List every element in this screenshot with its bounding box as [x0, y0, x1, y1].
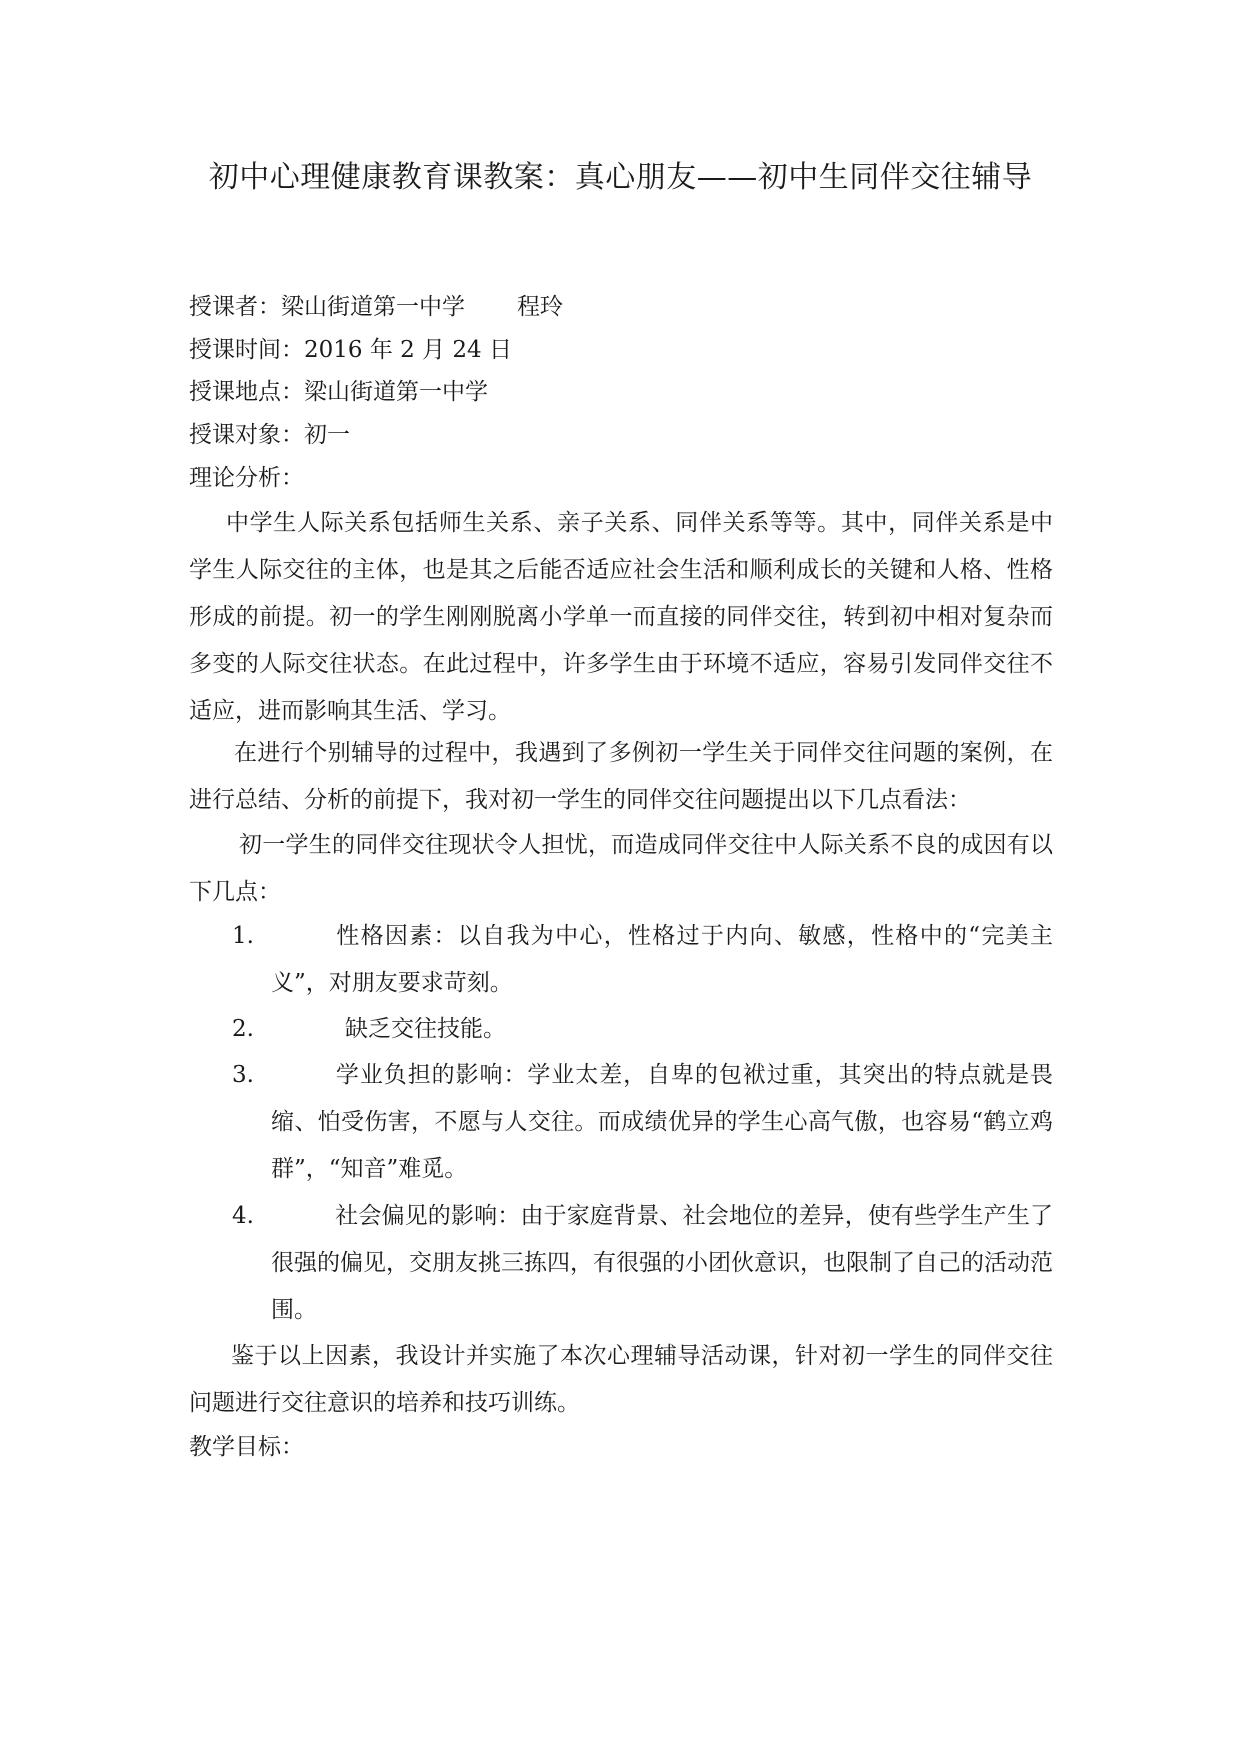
list-item — [189, 913, 1053, 1007]
teacher-label: 授课者：梁山街道第一中学 — [189, 294, 465, 320]
analysis-paragraph-2: 在进行个别辅导的过程中，我遇到了多例初一学生关于同伴交往问题的案例，在进行总结、分析的前提下，我对初一学生的同伴交往问题提出以下几点看法： — [189, 740, 1053, 813]
list-item-text: 社会偏见的影响：由于家庭背景、社会地位的差异，使有些学生产生了很强的偏见，交朋友挑三拣四，有很强的小团伙意识，也限制了自己的活动范围。 — [271, 1203, 1053, 1323]
analysis-paragraph-3: 初一学生的同伴交往现状令人担忧，而造成同伴交往中人际关系不良的成因有以下几点： — [189, 832, 1053, 905]
list-item-text: 学业负担的影响：学业太差，自卑的包袱过重，其突出的特点就是畏缩、怕受伤害，不愿与人交往。而成绩优异的学生心高气傲，也容易“鹤立鸡群”，“知音”难觅。 — [271, 1062, 1053, 1182]
list-item — [189, 1052, 1053, 1193]
analysis-heading: 理论分析： — [189, 465, 304, 491]
analysis-paragraph-1: 中学生人际关系包括师生关系、亲子关系、同伴关系等等。其中，同伴关系是中学生人际交往的主体，也是其之后能否适应社会生活和顺利成长的关键和人格、性格形成的前提。初一的学生刚刚脱离小学单一而直接的同伴交往，转到初中相对复杂而多变的人际交往状态。在此过程中，许多学生由于环境不适应，容易引发同伴交往不适应，进而影响其生活、学习。 — [189, 510, 1053, 724]
teacher-name: 程玲 — [517, 294, 563, 320]
objectives-heading: 教学目标： — [189, 1434, 304, 1460]
closing-paragraph: 鉴于以上因素，我设计并实施了本次心理辅导活动课，针对初一学生的同伴交往问题进行交往意识的培养和技巧训练。 — [189, 1343, 1053, 1416]
list-item-number: 4. — [232, 1203, 254, 1229]
list-item-text: 缺乏交往技能。 — [345, 1016, 506, 1042]
list-item-number: 2. — [232, 1016, 254, 1042]
list-item-text: 性格因素：以自我为中心，性格过于内向、敏感，性格中的“完美主义”，对朋友要求苛刻。 — [271, 923, 1053, 996]
place-line: 授课地点：梁山街道第一中学 — [189, 379, 488, 405]
audience-line: 授课对象：初一 — [189, 422, 350, 448]
list-item-number: 3. — [232, 1062, 254, 1088]
teacher-line — [189, 290, 563, 324]
list-item-number: 1. — [232, 923, 254, 949]
document-title: 初中心理健康教育课教案：真心朋友——初中生同伴交往辅导 — [208, 160, 1033, 195]
time-line: 授课时间：2016 年 2 月 24 日 — [189, 337, 512, 363]
list-item — [189, 1193, 1053, 1334]
list-item — [189, 1006, 1053, 1053]
